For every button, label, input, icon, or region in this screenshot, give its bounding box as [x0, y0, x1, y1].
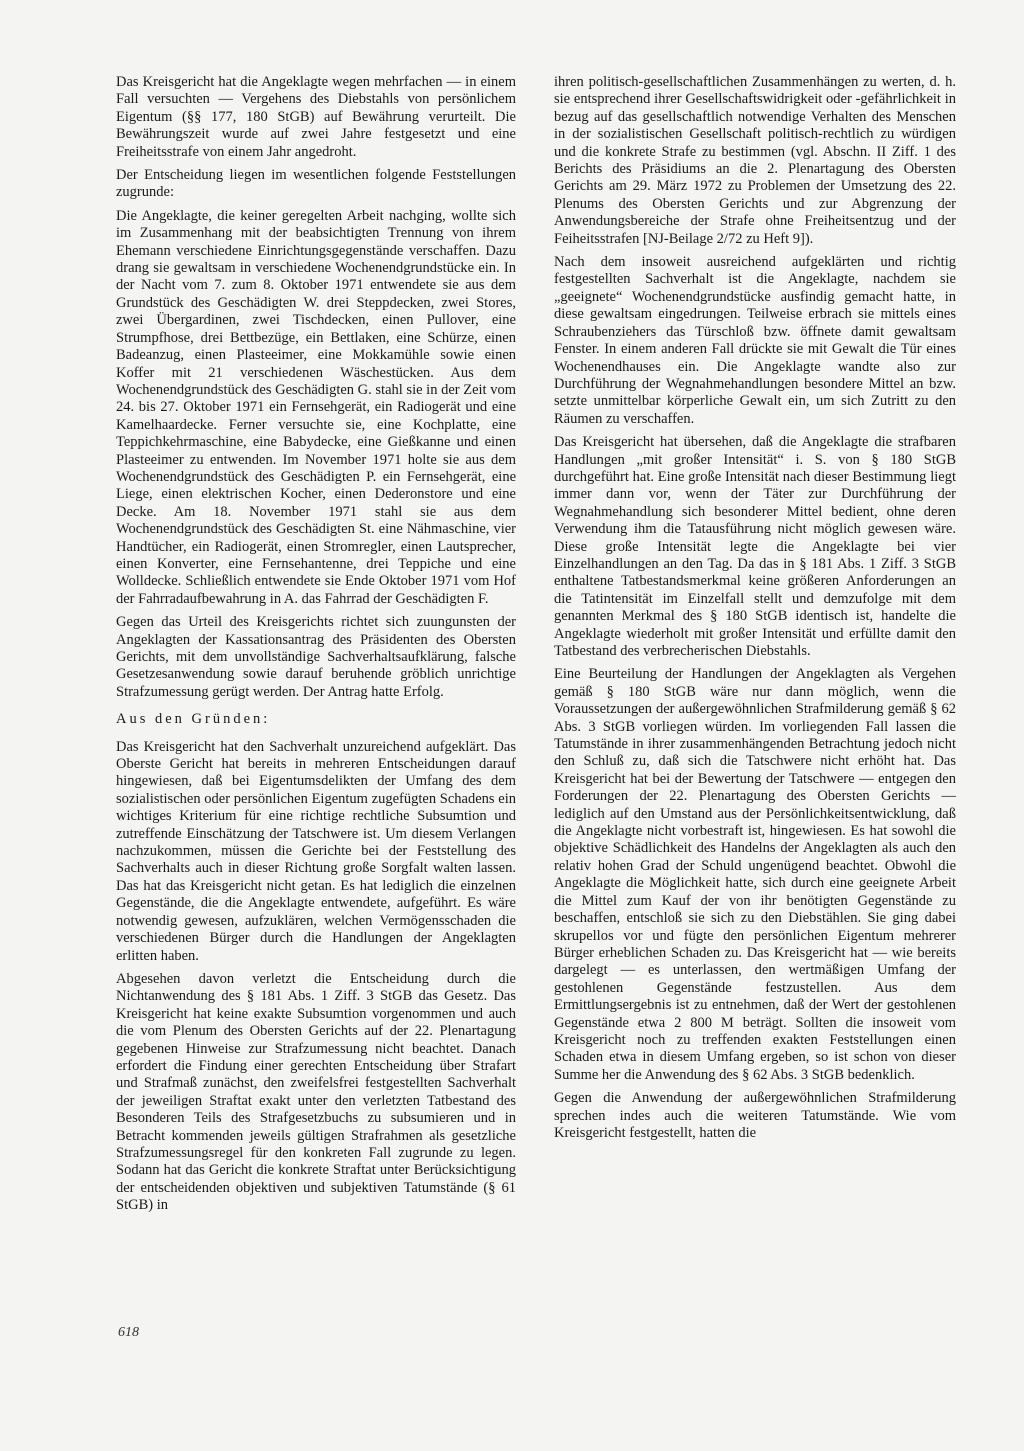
paragraph: Das Kreisgericht hat die Angeklagte wegen mehrfachen — in einem Fall versuchten — Vergehens des Diebstahls von persönlichem Eigentum (§§ 177, 180 StGB) auf Bewährung verurteilt. Die Bewährungszeit wurde auf zwei Jahre festgesetzt und eine Freiheitsstrafe von einem Jahr angedroht. [116, 74, 516, 160]
paragraph: Gegen das Urteil des Kreisgerichts richtet sich zuungunsten der Angeklagten der Kassationsantrag des Präsidenten des Obersten Gerichts, mit dem unvollständige Sachverhaltsaufklärung, falsche Gesetzesanwendung sowie darauf beruhende gröblich unrichtige Strafzumessung gerügt werden. Der Antrag hatte Erfolg. [116, 614, 516, 700]
paragraph: Eine Beurteilung der Handlungen der Angeklagten als Vergehen gemäß § 180 StGB wäre nur dann möglich, wenn die Voraussetzungen der außergewöhnlichen Strafmilderung gemäß § 62 Abs. 3 StGB vorliegen würden. Im vorliegenden Fall lassen die Tatumstände in ihrer zusammenhängenden Betrachtung jedoch nicht den Schluß zu, daß sich die Tatschwere nicht erhöht hat. Das Kreisgericht hat bei der Bewertung der Tatschwere — entgegen den Forderungen der 22. Plenartagung des Obersten Gerichts — lediglich auf den Umstand aus der Persönlichkeitsentwicklung, daß die Angeklagte nicht vorbestraft ist, hingewiesen. Es hat sowohl die objektive Schädlichkeit des Handelns der Angeklagten als auch den relativ hohen Grad der Schuld ungenügend beachtet. Obwohl die Angeklagte die Möglichkeit hatte, sich durch eine geeignete Arbeit die Mittel zum Kauf der von ihr benötigten Gegenstände zu beschaffen, entschloß sie sich zu den Diebstählen. Sie ging dabei skrupellos vor und fügte den persönlichen Eigentum mehrerer Bürger erheblichen Schaden zu. Das Kreisgericht hat — wie bereits dargelegt — es unterlassen, den wertmäßigen Umfang der gestohlenen Gegenstände festzustellen. Aus dem Ermittlungsergebnis ist zu entnehmen, daß der Wert der gestohlenen Gegenstände etwa 2 800 M beträgt. Sollten die insoweit vom Kreisgericht noch zu treffenden exakten Feststellungen einen Schaden etwa in diesem Umfang ergeben, so ist schon von dieser Summe her die Anwendung des § 62 Abs. 3 StGB bedenklich. [554, 666, 956, 1083]
page-number: 618 [118, 1325, 139, 1340]
paragraph: Die Angeklagte, die keiner geregelten Arbeit nachging, wollte sich im Zusammenhang mit der beabsichtigten Trennung von ihrem Ehemann verschiedene Einrichtungsgegenstände verschaffen. Dazu drang sie gewaltsam in verschiedene Wochenendgrundstücke ein. In der Nacht vom 7. zum 8. Oktober 1971 entwendete sie aus dem Grundstück des Geschädigten W. drei Steppdecken, zwei Stores, zwei Übergardinen, zwei Tischdecken, einen Pullover, eine Strumpfhose, drei Bettbezüge, ein Bettlaken, eine Schürze, einen Badeanzug, einen Plasteeimer, eine Mokkamühle sowie einen Koffer mit 21 verschiedenen Wäschestücken. Aus dem Wochenendgrundstück des Geschädigten G. stahl sie in der Zeit vom 24. bis 27. Oktober 1971 ein Fernsehgerät, ein Radiogerät und eine Kamelhaardecke. Ferner versuchte sie, eine Kochplatte, eine Teppichkehrmaschine, eine Babydecke, eine Gießkanne und einen Plasteeimer zu entwenden. Im November 1971 holte sie aus dem Wochenendgrundstück des Geschädigten P. ein Fernsehgerät, eine Liege, einen elektrischen Kocher, einen Dederonstore und eine Decke. Am 18. November 1971 stahl sie aus dem Wochenendgrundstück des Geschädigten St. eine Nähmaschine, vier Handtücher, ein Radiogerät, einen Stromregler, einen Lautsprecher, einen Konverter, eine Fernsehantenne, drei Teppiche und eine Wolldecke. Schließlich entwendete sie Ende Oktober 1971 vom Hof der Fahrradaufbewahrung in A. das Fahrrad der Geschädigten F. [116, 207, 516, 607]
paragraph: Das Kreisgericht hat den Sachverhalt unzureichend aufgeklärt. Das Oberste Gericht hat bereits in mehreren Entscheidungen darauf hingewiesen, daß bei Eigentumsdelikten der Umfang des dem sozialistischen oder persönlichen Eigentum zugefügten Schadens ein wichtiges Kriterium für eine richtige rechtliche Subsumtion und zutreffende Einschätzung der Tatschwere ist. Um diesem Verlangen nachzukommen, müssen die Gerichte bei der Feststellung des Sachverhalts auch in dieser Richtung große Sorgfalt walten lassen. Das hat das Kreisgericht nicht getan. Es hat lediglich die einzelnen Gegenstände, die die Angeklagte entwendete, aufgeführt. Es wäre notwendig gewesen, aufzuklären, welchen Vermögensschaden die verschiedenen Bürger durch die Handlungen der Angeklagten erlitten haben. [116, 738, 516, 964]
paragraph: Der Entscheidung liegen im wesentlichen folgende Feststellungen zugrunde: [116, 167, 516, 201]
right-column [554, 74, 956, 1148]
section-heading: Aus den Gründen: [116, 711, 271, 728]
paragraph: Das Kreisgericht hat übersehen, daß die Angeklagte die strafbaren Handlungen „mit großer Intensität“ i. S. von § 180 StGB durchgeführt hat. Eine große Intensität nach dieser Bestimmung liegt immer dann vor, wenn der Täter zur Durchführung der Wegnahmehandlung sich besonderer Mittel bedient, ohne deren Verwendung ihm die Tatausführung nicht möglich gewesen wäre. Diese große Intensität legte die Angeklagte bei vier Einzelhandlungen an den Tag. Da das in § 181 Abs. 1 Ziff. 3 StGB enthaltene Tatbestandsmerkmal keine größeren Anforderungen an die Tatintensität im Einzelfall stellt und demzufolge mit dem genannten Merkmal des § 180 StGB identisch ist, handelte die Angeklagte wiederholt mit großer Intensität und erfüllte damit den Tatbestand des verbrecherischen Diebstahls. [554, 434, 956, 659]
paragraph: ihren politisch-gesellschaftlichen Zusammenhängen zu werten, d. h. sie entsprechend ihrer Gesellschaftswidrigkeit oder -gefährlichkeit in bezug auf das gesellschaftlich notwendige Verhalten des Menschen in der sozialistischen Gesellschaft politisch-rechtlich zu würdigen und die konkrete Strafe zu bestimmen (vgl. Abschn. II Ziff. 1 des Berichts des Präsidiums an die 2. Plenartagung des Obersten Gerichts am 29. März 1972 zu Problemen der Umsetzung des 22. Plenums des Obersten Gerichts und zur Abgrenzung der Anwendungsbereiche der Strafe ohne Freiheitsentzug und der Feiheitsstrafen [NJ-Beilage 2/72 zu Heft 9]). [554, 74, 956, 247]
paragraph: Abgesehen davon verletzt die Entscheidung durch die Nichtanwendung des § 181 Abs. 1 Ziff. 3 StGB das Gesetz. Das Kreisgericht hat keine exakte Subsumtion vorgenommen und auch die vom Plenum des Obersten Gerichts auf der 22. Plenartagung gegebenen Hinweise zur Strafzumessung nicht beachtet. Danach erfordert die Findung einer gerechten Entscheidung über Strafart und Strafmaß zunächst, den zweifelsfrei festgestellten Sachverhalt der jeweiligen Straftat exakt unter den verletzten Tatbestand des Besonderen Teils des Strafgesetzbuchs zu subsumieren und in Betracht kommenden jeweils gültigen Strafrahmen als gesetzliche Strafzumessungsregel für den konkreten Fall zugrunde zu legen. Sodann hat das Gericht die konkrete Straftat unter Berücksichtigung der entscheidenden objektiven und subjektiven Tatumstände (§ 61 StGB) in [116, 970, 516, 1214]
left-column [116, 74, 516, 1221]
paragraph: Nach dem insoweit ausreichend aufgeklärten und richtig festgestellten Sachverhalt ist die Angeklagte, nachdem sie „geeignete“ Wochenendgrundstücke ausfindig gemacht hatte, in diese gewaltsam eingedrungen. Teilweise erbrach sie mittels eines Schraubenziehers das Türschloß bzw. öffnete damit gewaltsam Fenster. In einem anderen Fall drückte sie mit Gewalt die Tür eines Wochenendhauses ein. Die Angeklagte wandte also zur Durchführung der Wegnahmehandlungen besondere Mittel an bzw. setzte unmittelbar körperliche Gewalt ein, um sich Zutritt zu den Räumen zu verschaffen. [554, 254, 956, 427]
paragraph: Gegen die Anwendung der außergewöhnlichen Strafmilderung sprechen indes auch die weiteren Tatumstände. Wie vom Kreisgericht festgestellt, hatten die [554, 1090, 956, 1141]
